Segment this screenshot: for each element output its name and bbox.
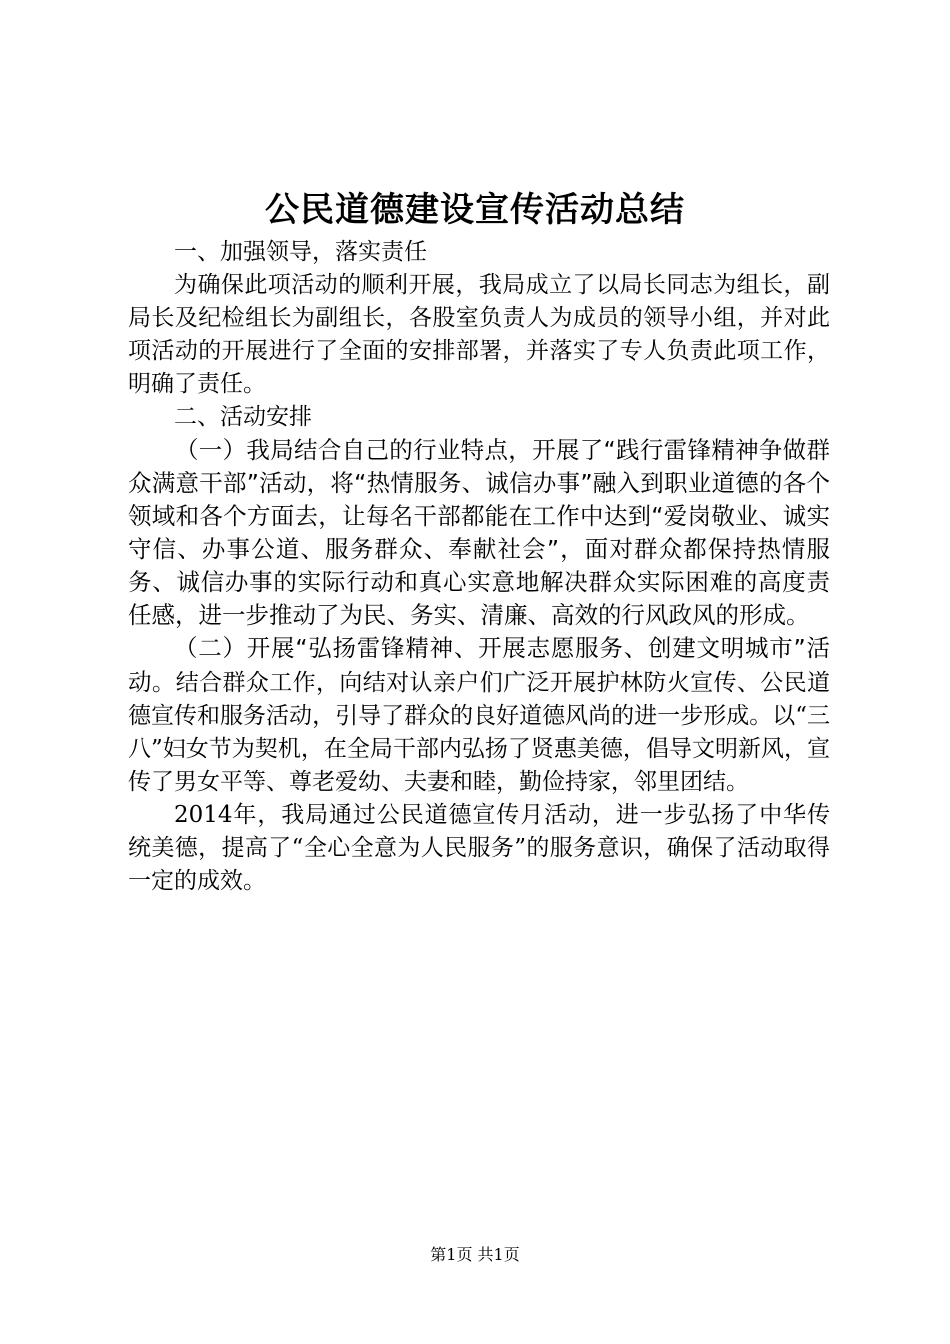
page-footer: 第1页 共1页 bbox=[430, 1245, 520, 1264]
section-2-paragraph-2-rest: 结合群众工作，向结对认亲户们广泛开展护林防火宣传、公民道德宣传和服务活动，引导了群众的良好道德风尚的进一步形成。以“三八”妇女节为契机，在全局干部内弘扬了贤惠美德，倡导文明新风，宣传了男女平等、尊老爱幼、夫妻和睦，勤俭持家，邻里团结。 bbox=[128, 670, 831, 795]
section-1-paragraph: 为确保此项活动的顺利开展，我局成立了以局长同志为组长，副局长及纪检组长为副组长，各股室负责人为成员的领导小组，并对此项活动的开展进行了全面的安排部署，并落实了专人负责此项工作，明确了责任。 bbox=[128, 272, 830, 397]
document-body bbox=[128, 236, 830, 898]
conclusion-paragraph: 2014年，我局通过公民道德宣传月活动，进一步弘扬了中华传统美德，提高了“全心全意为人民服务”的服务意识，确保了活动取得一定的成效。 bbox=[128, 802, 830, 894]
section-1-heading: 一、加强领导，落实责任 bbox=[174, 239, 427, 265]
section-2-heading: 二、活动安排 bbox=[174, 404, 312, 430]
section-2-paragraph-2 bbox=[128, 632, 830, 799]
document-title: 公民道德建设宣传活动总结 bbox=[265, 190, 685, 230]
section-2-paragraph-2-lead: （二）开展“弘扬雷锋精神、开展志愿服务、创建文明城市”活动。 bbox=[128, 634, 830, 696]
section-2-paragraph-1: （一）我局结合自己的行业特点，开展了“践行雷锋精神争做群众满意干部”活动，将“热情服务、诚信办事”融入到职业道德的各个领域和各个方面去，让每名干部都能在工作中达到“爱岗敬业、诚实守信、办事公道、服务群众、奉献社会”，面对群众都保持热情服务、诚信办事的实际行动和真心实意地解决群众实际困难的高度责任感，进一步推动了为民、务实、清廉、高效的行风政风的形成。 bbox=[128, 436, 830, 629]
